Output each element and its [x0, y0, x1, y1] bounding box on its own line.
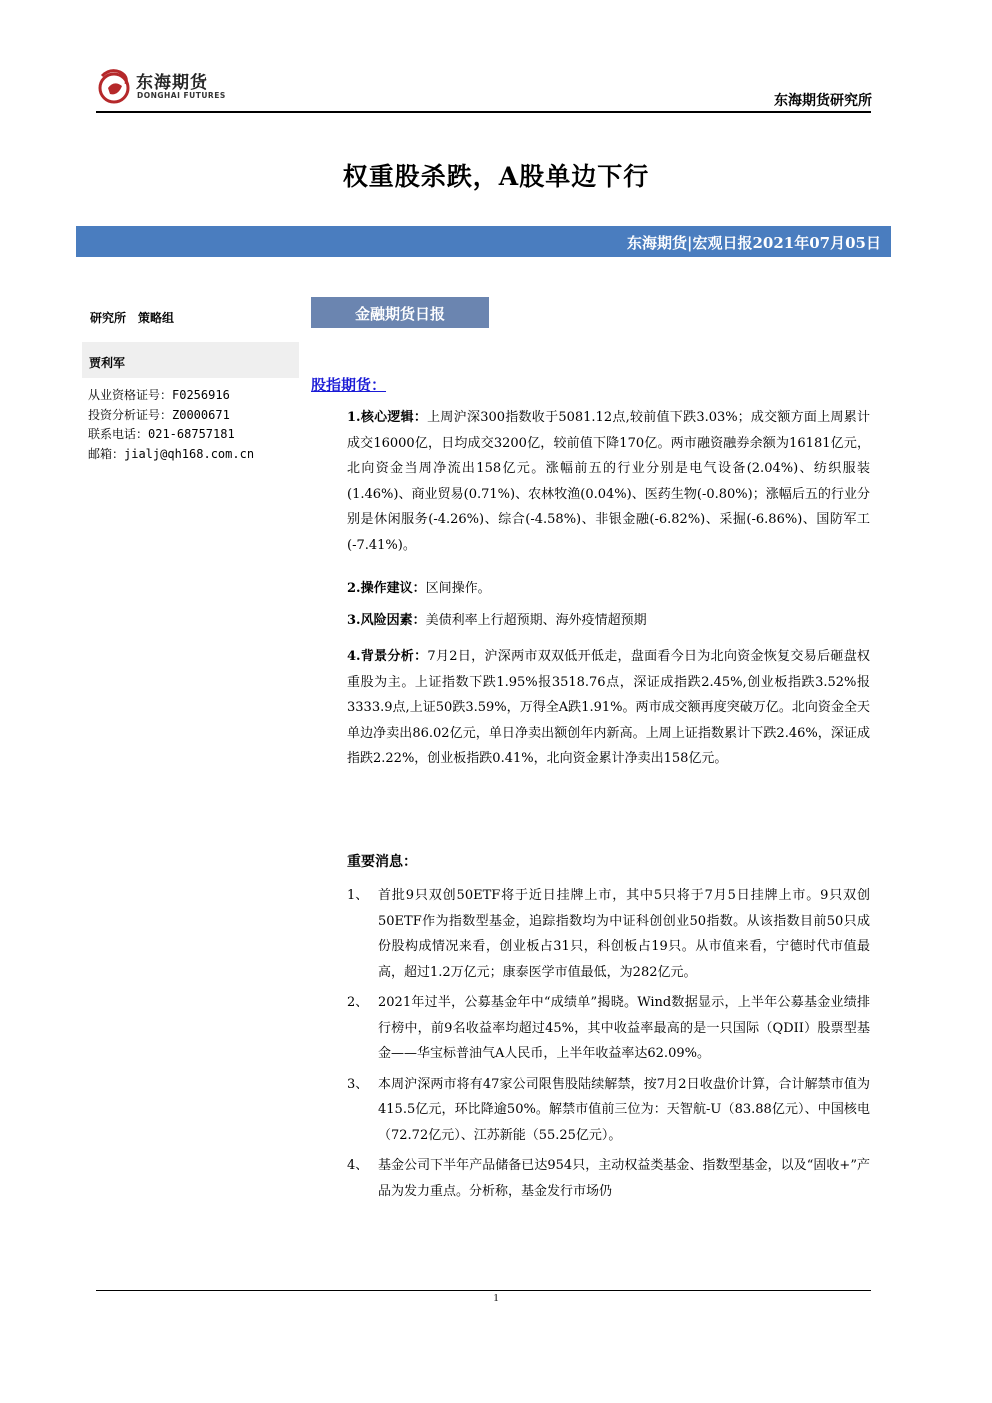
point-text: 区间操作。 [425, 581, 491, 596]
report-title: 权重股杀跌，A股单边下行 [342, 162, 650, 191]
point-text: 7月2日，沪深两市双双低开低走，盘面看今日为北向资金恢复交易后砸盘权重股为主。上证指数下跌1.95%报3518.76点，深证成指跌2.45%,创业板指跌3.52%报3333.9点,上证50跌3.59%，万得全A跌1.91%。两市成交额再度突破万亿。北向资金全天单边净卖出86.02亿元，单日净卖出额创年内新高。上周上证指数累计下跌2.46%，深证成指跌2.22%，创业板指跌0.41%，北向资金累计净卖出158亿元。 [347, 649, 870, 766]
section-subtitle: 股指期货： [311, 376, 387, 394]
list-item-number: 2、 [347, 995, 369, 1010]
news-list [347, 883, 870, 1209]
point-label: 1.核心逻辑： [347, 410, 428, 425]
email-address: 邮箱：jialj@qh168.com.cn [88, 446, 255, 461]
list-item-text: 基金公司下半年产品储备已达954只，主动权益类基金、指数型基金，以及“固收+”产品为发力重点。分析称，基金发行市场仍 [378, 1158, 870, 1199]
phone-number: 联系电话：021-68757181 [88, 427, 235, 441]
team-label: 研究所 策略组 [90, 311, 175, 325]
list-item-text: 2021年过半，公募基金年中“成绩单”揭晓。Wind数据显示，上半年公募基金业绩排行榜中，前9名收益率均超过45%，其中收益率最高的是一只国际（QDII）股票型基金——华宝标普油气A人民币，上半年收益率达62.09%。 [378, 995, 870, 1061]
list-item-text: 首批9只双创50ETF将于近日挂牌上市，其中5只将于7月5日挂牌上市。9只双创50ETF作为指数型基金，追踪指数均为中证科创创业50指数。从该指数目前50只成份股构成情况来看，创业板占31只，科创板占19只。从市值来看，宁德时代市值最高，超过1.2万亿元；康泰医学市值最低，为282亿元。 [378, 888, 870, 980]
list-item-text: 本周沪深两市将有47家公司限售股陆续解禁，按7月2日收盘价计算，合计解禁市值为415.5亿元，环比降逾50%。解禁市值前三位为：天智航-U（83.88亿元）、中国核电（72.72亿元）、江苏新能（55.25亿元）。 [378, 1076, 870, 1143]
author-contact [88, 386, 254, 464]
section-tag-label: 金融期货日报 [354, 305, 445, 323]
logo-text-cn: 东海期货 [136, 73, 208, 93]
report-banner [76, 226, 891, 257]
footer-rule [96, 1290, 871, 1291]
list-item [347, 883, 870, 985]
banner-text: 东海期货|宏观日报2021年07月05日 [627, 234, 881, 252]
company-logo [96, 64, 236, 110]
point-label: 2.操作建议： [347, 581, 426, 596]
logo-text-en: DONGHAI FUTURES [137, 91, 226, 100]
list-item [347, 990, 870, 1067]
point-core-logic [347, 405, 870, 558]
point-label: 3.风险因素： [347, 613, 426, 628]
list-item [347, 1072, 870, 1149]
list-item-number: 3、 [347, 1076, 369, 1092]
page-number: 1 [493, 1292, 499, 1304]
header-org-name: 东海期货研究所 [774, 93, 872, 109]
author-box [82, 342, 299, 378]
author-name: 贾利军 [89, 356, 126, 370]
list-item [347, 1153, 870, 1204]
analyst-number: 投资分析证号：Z0000671 [88, 407, 230, 422]
section-tag [311, 297, 489, 328]
point-suggestion [347, 576, 870, 602]
qualification-number: 从业资格证号：F0256916 [88, 388, 230, 402]
list-item-number: 4、 [347, 1158, 369, 1173]
point-text: 上周沪深300指数收于5081.12点,较前值下跌3.03%；成交额方面上周累计成交16000亿，日均成交3200亿，较前值下降170亿。两市融资融券余额为16181亿元，北向资金当周净流出158亿元。涨幅前五的行业分别是电气设备(2.04%)、纺织服装(1.46%)、商业贸易(0.71%)、农林牧渔(0.04%)、医药生物(-0.80%)；涨幅后五的行业分别是休闲服务(-4.26%)、综合(-4.58%)、非银金融(-6.82%)、采掘(-6.86%)、国防军工(-7.41%)。 [347, 410, 870, 553]
news-heading: 重要消息： [347, 854, 417, 870]
point-text: 美债利率上行超预期、海外疫情超预期 [425, 613, 647, 628]
point-label: 4.背景分析： [347, 649, 428, 664]
point-risk [347, 608, 870, 634]
dragon-logo-icon [96, 66, 134, 106]
list-item-number: 1、 [347, 888, 369, 903]
point-background [347, 644, 870, 772]
header-rule [96, 111, 871, 113]
